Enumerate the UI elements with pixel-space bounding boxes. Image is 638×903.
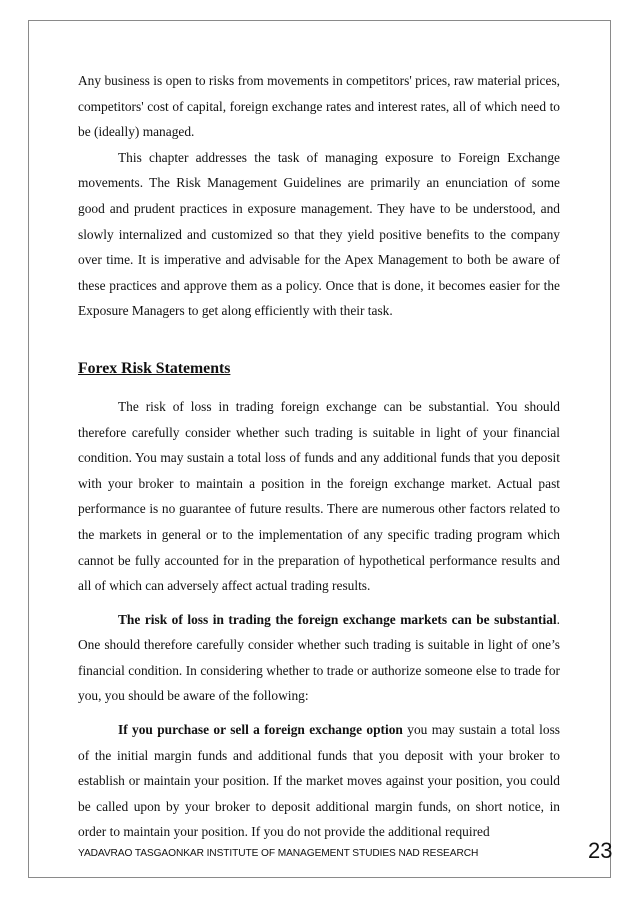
page-number: 23 bbox=[588, 838, 613, 863]
risk-statement-paragraph: The risk of loss in trading foreign exchange can be substantial. You should therefore carefully consider whether such trading is suitable in light of your financial condition. You may sustain a total loss of funds and any additional funds that you deposit with your broker to maintain a position in the foreign exchange market. Actual past performance is no guarantee of future results. There are numerous other factors related to the markets in general or to the implementation of any specific trading program which cannot be fully accounted for in the preparation of hypothetical performance results and all of which can adversely affect actual trading results. bbox=[78, 398, 560, 594]
option-risk-bold-text: If you purchase or sell a foreign exchange option bbox=[118, 722, 403, 738]
footer-institute: YADAVRAO TASGAONKAR INSTITUTE OF MANAGEMENT STUDIES NAD RESEARCH bbox=[78, 848, 479, 859]
chapter-overview-paragraph: This chapter addresses the task of managing exposure to Foreign Exchange movements. The Risk Management Guidelines are primarily an enunciation of some good and prudent practices in exposure management. They have to be understood, and slowly internalized and customized so that they yield positive benefits to the company over time. It is imperative and advisable for the Apex Management to both be aware of these practices and approve them as a policy. Once that is done, it becomes easier for the Exposure Managers to get along efficiently with their task. bbox=[78, 149, 560, 319]
substantial-risk-paragraph bbox=[78, 607, 560, 709]
option-risk-paragraph bbox=[78, 717, 560, 845]
substantial-risk-bold-text: The risk of loss in trading the foreign exchange markets can be substantial bbox=[118, 611, 557, 627]
substantial-risk-text: . One should therefore carefully consider whether such trading is suitable in light of one’s financial condition. In considering whether to trade or authorize someone else to trade for you, you should be aware of the following: bbox=[78, 611, 560, 704]
option-risk-text: you may sustain a total loss of the initial margin funds and additional funds that you deposit with your broker to establish or maintain your position. If the market moves against your position, you could be called upon by your broker to deposit additional margin funds, on short notice, in order to maintain your position. If you do not provide the additional required bbox=[78, 722, 560, 840]
intro-paragraph: Any business is open to risks from movements in competitors' prices, raw material prices, competitors' cost of capital, foreign exchange rates and interest rates, all of which need to be (ideally) managed. bbox=[78, 73, 560, 140]
document-body bbox=[78, 68, 560, 845]
section-heading: Forex Risk Statements bbox=[78, 359, 231, 377]
